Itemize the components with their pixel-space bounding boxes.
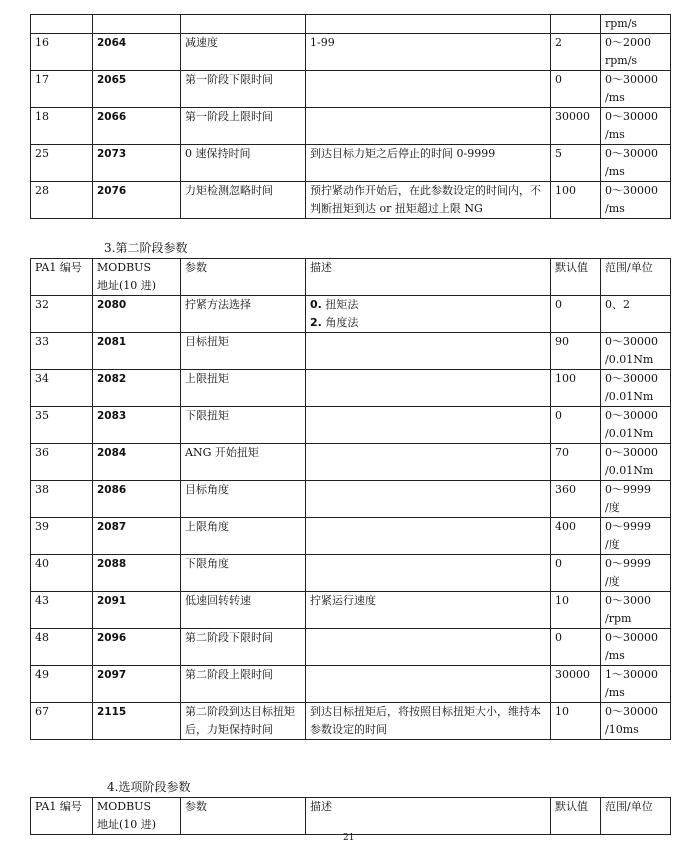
cell-parameter: 第二阶段到达目标扭矩后，力矩保持时间 bbox=[181, 703, 306, 740]
cell-line: 0～9999 bbox=[605, 557, 651, 570]
cell-parameter: 第二阶段上限时间 bbox=[181, 666, 306, 703]
cell-parameter: 第二阶段下限时间 bbox=[181, 629, 306, 666]
table-row bbox=[31, 145, 671, 182]
cell-modbus-address: 2091 bbox=[93, 592, 181, 629]
cell-parameter: 目标角度 bbox=[181, 481, 306, 518]
cell-default-value: 70 bbox=[551, 444, 601, 481]
cell-line: 0～2000 bbox=[605, 36, 651, 49]
option-text: 扭矩法 bbox=[321, 298, 359, 311]
cell-line: 0～9999 bbox=[605, 520, 651, 533]
cell-line: 0～30000 bbox=[605, 446, 658, 459]
cell-line: 0～30000 bbox=[605, 372, 658, 385]
header-range-unit: 范围/单位 bbox=[601, 259, 671, 296]
cell-parameter: 下限角度 bbox=[181, 555, 306, 592]
cell-description: 到达目标力矩之后停止的时间 0-9999 bbox=[306, 145, 551, 182]
cell-range-unit bbox=[601, 407, 671, 444]
cell-default-value bbox=[551, 15, 601, 34]
cell-pa-number: 34 bbox=[31, 370, 93, 407]
cell-line: /ms bbox=[605, 91, 625, 104]
cell-description: 预拧紧动作开始后，在此参数设定的时间内，不判断扭矩到达 or 扭矩超过上限 NG bbox=[306, 182, 551, 219]
cell-modbus-address: 2115 bbox=[93, 703, 181, 740]
cell-parameter bbox=[181, 15, 306, 34]
cell-pa-number: 18 bbox=[31, 108, 93, 145]
option-text: 角度法 bbox=[321, 316, 359, 329]
cell-default-value: 10 bbox=[551, 703, 601, 740]
cell-range-unit bbox=[601, 592, 671, 629]
cell-line: 地址(10 进) bbox=[97, 818, 157, 831]
table-row bbox=[31, 71, 671, 108]
cell-pa-number: 25 bbox=[31, 145, 93, 182]
cell-description: 到达目标扭矩后，将按照目标扭矩大小，维持本参数设定的时间 bbox=[306, 703, 551, 740]
cell-line: 0～3000 bbox=[605, 594, 651, 607]
cell-line: MODBUS bbox=[97, 800, 151, 813]
cell-line: 0～30000 bbox=[605, 73, 658, 86]
cell-pa-number: 35 bbox=[31, 407, 93, 444]
cell-range-unit bbox=[601, 666, 671, 703]
table-row bbox=[31, 481, 671, 518]
cell-default-value: 100 bbox=[551, 370, 601, 407]
cell-description bbox=[306, 555, 551, 592]
cell-range-unit bbox=[601, 703, 671, 740]
cell-modbus-address: 2065 bbox=[93, 71, 181, 108]
cell-parameter: 上限扭矩 bbox=[181, 370, 306, 407]
cell-modbus-address: 2082 bbox=[93, 370, 181, 407]
cell-modbus-address: 2097 bbox=[93, 666, 181, 703]
cell-pa-number: 17 bbox=[31, 71, 93, 108]
cell-modbus-address: 2064 bbox=[93, 34, 181, 71]
cell-description bbox=[306, 629, 551, 666]
cell-description bbox=[306, 108, 551, 145]
table-row bbox=[31, 15, 671, 34]
cell-line: 0～30000 bbox=[605, 147, 658, 160]
table-row bbox=[31, 333, 671, 370]
cell-default-value: 5 bbox=[551, 145, 601, 182]
cell-modbus-address: 2066 bbox=[93, 108, 181, 145]
cell-modbus-address: 2086 bbox=[93, 481, 181, 518]
cell-description bbox=[306, 333, 551, 370]
cell-pa-number: 28 bbox=[31, 182, 93, 219]
cell-line: 0～30000 bbox=[605, 110, 658, 123]
cell-line: 地址(10 进) bbox=[97, 279, 157, 292]
cell-pa-number: 32 bbox=[31, 296, 93, 333]
cell-pa-number: 33 bbox=[31, 333, 93, 370]
cell-pa-number: 43 bbox=[31, 592, 93, 629]
table-row bbox=[31, 370, 671, 407]
cell-description bbox=[306, 15, 551, 34]
cell-range-unit bbox=[601, 296, 671, 333]
cell-line: 0～30000 bbox=[605, 409, 658, 422]
cell-modbus-address: 2081 bbox=[93, 333, 181, 370]
section-heading-options: 4.选项阶段参数 bbox=[107, 780, 191, 794]
table-second-stage bbox=[30, 258, 671, 740]
cell-parameter: 上限角度 bbox=[181, 518, 306, 555]
cell-default-value: 90 bbox=[551, 333, 601, 370]
cell-line: 0～30000 bbox=[605, 705, 658, 718]
cell-range-unit bbox=[601, 34, 671, 71]
cell-line: /0.01Nm bbox=[605, 464, 654, 477]
cell-modbus-address: 2076 bbox=[93, 182, 181, 219]
cell-parameter: 目标扭矩 bbox=[181, 333, 306, 370]
cell-parameter: ANG 开始扭矩 bbox=[181, 444, 306, 481]
table-row bbox=[31, 296, 671, 333]
cell-range-unit bbox=[601, 182, 671, 219]
table-row bbox=[31, 629, 671, 666]
table-first-stage-continued bbox=[30, 14, 671, 219]
cell-description bbox=[306, 444, 551, 481]
cell-line: /ms bbox=[605, 165, 625, 178]
cell-description bbox=[306, 296, 551, 333]
cell-modbus-address: 2096 bbox=[93, 629, 181, 666]
cell-range-unit bbox=[601, 333, 671, 370]
cell-line: /rpm bbox=[605, 612, 632, 625]
option-number: 0. bbox=[310, 298, 322, 311]
cell-modbus-address bbox=[93, 15, 181, 34]
cell-parameter: 0 速保持时间 bbox=[181, 145, 306, 182]
cell-range-unit bbox=[601, 71, 671, 108]
cell-pa-number: 48 bbox=[31, 629, 93, 666]
cell-line: 0～30000 bbox=[605, 184, 658, 197]
cell-parameter: 下限扭矩 bbox=[181, 407, 306, 444]
section-heading-stage2: 3.第二阶段参数 bbox=[104, 241, 188, 255]
table-row bbox=[31, 703, 671, 740]
cell-modbus-address: 2084 bbox=[93, 444, 181, 481]
header-row bbox=[31, 259, 671, 296]
cell-parameter: 低速回转转速 bbox=[181, 592, 306, 629]
cell-default-value: 0 bbox=[551, 407, 601, 444]
page-number: 21 bbox=[343, 833, 355, 843]
cell-pa-number: 49 bbox=[31, 666, 93, 703]
cell-description bbox=[306, 481, 551, 518]
header-description: 描述 bbox=[306, 798, 551, 835]
cell-line: 0～30000 bbox=[605, 335, 658, 348]
cell-range-unit bbox=[601, 145, 671, 182]
cell-default-value: 2 bbox=[551, 34, 601, 71]
table-row bbox=[31, 444, 671, 481]
cell-modbus-address: 2073 bbox=[93, 145, 181, 182]
cell-range-unit bbox=[601, 108, 671, 145]
cell-modbus-address: 2083 bbox=[93, 407, 181, 444]
table-row bbox=[31, 34, 671, 71]
cell-line: rpm/s bbox=[605, 54, 638, 67]
cell-default-value: 0 bbox=[551, 296, 601, 333]
cell-line: 0～9999 bbox=[605, 483, 651, 496]
cell-pa-number: 36 bbox=[31, 444, 93, 481]
cell-pa-number: 38 bbox=[31, 481, 93, 518]
cell-range-unit bbox=[601, 370, 671, 407]
table-row bbox=[31, 108, 671, 145]
cell-line: MODBUS bbox=[97, 261, 151, 274]
header-modbus-address bbox=[93, 259, 181, 296]
cell-line: 0～30000 bbox=[605, 631, 658, 644]
cell-line: /度 bbox=[605, 575, 620, 588]
cell-modbus-address: 2088 bbox=[93, 555, 181, 592]
cell-default-value: 0 bbox=[551, 555, 601, 592]
cell-line: /度 bbox=[605, 501, 620, 514]
header-description: 描述 bbox=[306, 259, 551, 296]
cell-range-unit bbox=[601, 518, 671, 555]
cell-description bbox=[306, 370, 551, 407]
table-row bbox=[31, 592, 671, 629]
table-options-stage bbox=[30, 797, 671, 835]
cell-default-value: 400 bbox=[551, 518, 601, 555]
cell-range-unit bbox=[601, 555, 671, 592]
cell-line: /0.01Nm bbox=[605, 427, 654, 440]
cell-range-unit bbox=[601, 444, 671, 481]
table-row bbox=[31, 666, 671, 703]
cell-line: /ms bbox=[605, 686, 625, 699]
header-modbus-address bbox=[93, 798, 181, 835]
cell-default-value: 0 bbox=[551, 629, 601, 666]
description-option bbox=[310, 296, 546, 314]
cell-range-unit bbox=[601, 481, 671, 518]
cell-modbus-address: 2087 bbox=[93, 518, 181, 555]
cell-line: rpm/s bbox=[605, 17, 638, 30]
cell-pa-number: 40 bbox=[31, 555, 93, 592]
cell-default-value: 30000 bbox=[551, 108, 601, 145]
cell-line: 0、2 bbox=[605, 298, 630, 311]
cell-line: /ms bbox=[605, 202, 625, 215]
table-row bbox=[31, 182, 671, 219]
cell-pa-number: 39 bbox=[31, 518, 93, 555]
cell-parameter: 减速度 bbox=[181, 34, 306, 71]
header-default-value: 默认值 bbox=[551, 798, 601, 835]
table-body bbox=[31, 259, 671, 740]
cell-default-value: 10 bbox=[551, 592, 601, 629]
cell-parameter: 第一阶段上限时间 bbox=[181, 108, 306, 145]
cell-pa-number bbox=[31, 15, 93, 34]
cell-line: /0.01Nm bbox=[605, 390, 654, 403]
cell-description bbox=[306, 71, 551, 108]
header-default-value: 默认值 bbox=[551, 259, 601, 296]
cell-default-value: 30000 bbox=[551, 666, 601, 703]
cell-parameter: 拧紧方法选择 bbox=[181, 296, 306, 333]
cell-range-unit bbox=[601, 629, 671, 666]
cell-default-value: 360 bbox=[551, 481, 601, 518]
header-parameter: 参数 bbox=[181, 798, 306, 835]
header-pa-number: PA1 编号 bbox=[31, 798, 93, 835]
cell-description: 1-99 bbox=[306, 34, 551, 71]
cell-line: /ms bbox=[605, 649, 625, 662]
cell-default-value: 0 bbox=[551, 71, 601, 108]
description-option bbox=[310, 314, 546, 332]
table-row bbox=[31, 518, 671, 555]
cell-parameter: 力矩检测忽略时间 bbox=[181, 182, 306, 219]
header-row bbox=[31, 798, 671, 835]
cell-description bbox=[306, 407, 551, 444]
cell-description bbox=[306, 518, 551, 555]
cell-range-unit bbox=[601, 15, 671, 34]
cell-description bbox=[306, 666, 551, 703]
cell-line: /0.01Nm bbox=[605, 353, 654, 366]
cell-line: /ms bbox=[605, 128, 625, 141]
table-body bbox=[31, 15, 671, 219]
header-pa-number: PA1 编号 bbox=[31, 259, 93, 296]
table-row bbox=[31, 407, 671, 444]
cell-default-value: 100 bbox=[551, 182, 601, 219]
table-body bbox=[31, 798, 671, 835]
header-range-unit: 范围/单位 bbox=[601, 798, 671, 835]
cell-line: /度 bbox=[605, 538, 620, 551]
cell-line: /10ms bbox=[605, 723, 639, 736]
cell-pa-number: 67 bbox=[31, 703, 93, 740]
table-row bbox=[31, 555, 671, 592]
option-number: 2. bbox=[310, 316, 322, 329]
cell-modbus-address: 2080 bbox=[93, 296, 181, 333]
cell-parameter: 第一阶段下限时间 bbox=[181, 71, 306, 108]
header-parameter: 参数 bbox=[181, 259, 306, 296]
cell-line: 1～30000 bbox=[605, 668, 658, 681]
cell-pa-number: 16 bbox=[31, 34, 93, 71]
cell-description: 拧紧运行速度 bbox=[306, 592, 551, 629]
